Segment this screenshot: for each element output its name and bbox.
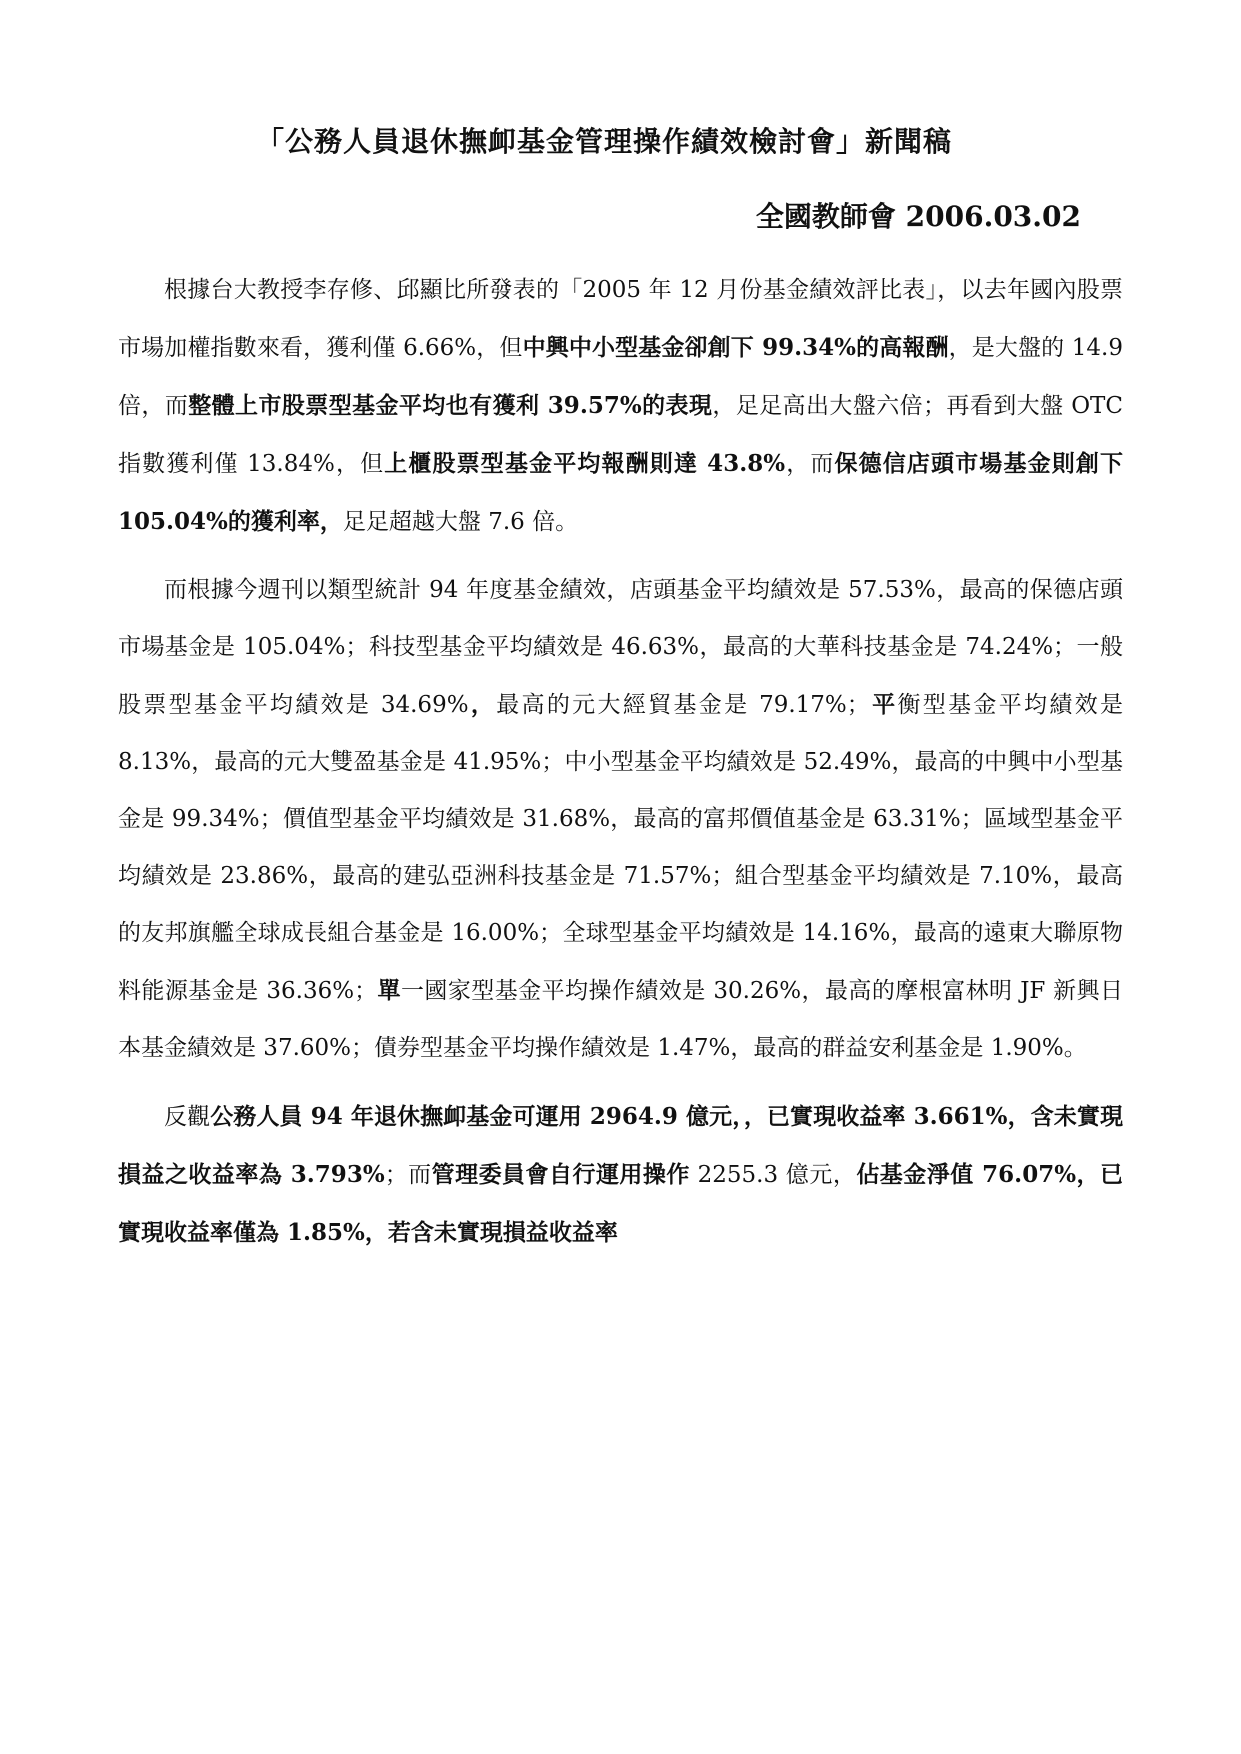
bold-text-run: 上櫃股票型基金平均報酬則達 43.8% xyxy=(384,450,786,477)
text-run: ，足足高出大盤六倍；再看到大盤 OTC 指數獲利僅 13.84%，但 xyxy=(118,393,1123,477)
paragraph-1 xyxy=(118,262,1123,551)
bold-text-run: 管理委員會自行運用操作 xyxy=(431,1161,690,1188)
bold-text-run: 中興中小型基金卻創下 99.34%的高報酬 xyxy=(522,334,949,361)
text-run: ；而 xyxy=(384,1162,432,1188)
bold-text-run: ， xyxy=(468,691,497,718)
text-run: 反觀 xyxy=(164,1104,211,1130)
paragraph-2 xyxy=(118,562,1123,1077)
text-run: ，而 xyxy=(785,451,835,477)
byline: 全國教師會 2006.03.02 xyxy=(755,200,1081,233)
paragraph-3 xyxy=(118,1088,1123,1262)
text-run: 最高的元大經貿基金是 79.17%； xyxy=(496,692,870,718)
text-run: 足足超越大盤 7.6 倍。 xyxy=(342,509,579,535)
text-run: 一國家型基金平均操作績效是 30.26%，最高的摩根富林明 JF 新興日本基金績效是 37.60%；債券型基金平均操作績效是 1.47%，最高的群益安利基金是 1.90%。 xyxy=(118,978,1124,1061)
text-run: ，是大盤的 14.9 倍，而 xyxy=(118,335,1123,419)
bold-text-run: 平 xyxy=(869,691,898,718)
bold-text-run: 保德信店頭市場基金則創下 105.04%的獲利率， xyxy=(118,450,1123,535)
bold-text-run: 佔基金淨值 76.07%，已實現收益率僅為 1.85%，若含未實現損益收益率 xyxy=(118,1161,1124,1246)
text-run: 根據台大教授李存修、邱顯比所發表的「2005 年 12 月份基金績效評比表」，以去年國內股票市場加權指數來看，獲利僅 6.66%，但 xyxy=(118,277,1123,361)
text-run: 而根據今週刊以類型統計 94 年度基金績效，店頭基金平均績效是 57.53%，最高的保德店頭市場基金是 105.04%；科技型基金平均績效是 46.63%，最高的大華科技基金是 74.24%；一般股票型基金平均績效是 34.69% xyxy=(118,577,1123,718)
bold-text-run: 公務人員 94 年退休撫卹基金可運用 2964.9 億元，，已實現收益率 3.661%，含未實現損益之收益率為 3.793% xyxy=(118,1103,1123,1188)
text-run: 衡型基金平均績效是 8.13%，最高的元大雙盈基金是 41.95%；中小型基金平均績效是 52.49%，最高的中興中小型基金是 99.34%；價值型基金平均績效是 31.68%，最高的富邦價值基金是 63.31%；區域型基金平均績效是 23.86%，最高的建弘亞洲科技基金是 71.57%；組合型基金平均績效是 7.10%，最高的友邦旗艦全球成長組合基金是 16.00%；全球型基金平均績效是 14.16%，最高的遠東大聯原物料能源基金是 36.36%； xyxy=(118,692,1124,1004)
text-run: 2255.3 億元， xyxy=(689,1162,857,1188)
bold-text-run: 整體上市股票型基金平均也有獲利 39.57%的表現 xyxy=(188,392,713,419)
bold-text-run: 單 xyxy=(377,977,401,1004)
document-body xyxy=(118,262,1123,1262)
page-title: 「公務人員退休撫卹基金管理操作績效檢討會」新聞稿 xyxy=(256,125,953,158)
